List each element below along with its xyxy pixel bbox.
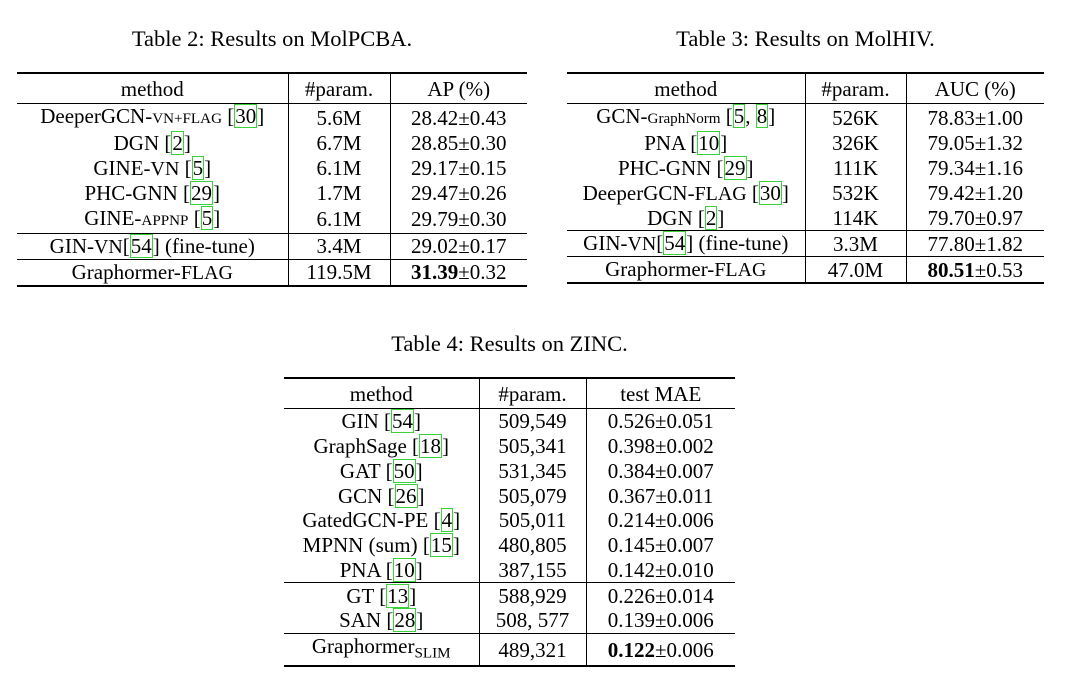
method-note: (fine-tune) [693,231,789,256]
param-cell: 5.6M [288,104,390,132]
param-cell: 3.3M [805,231,906,257]
score-std: ±1.20 [974,181,1024,205]
score-std: ±0.26 [458,181,507,206]
column-header-score: AUC (%) [906,73,1044,104]
method-name: GAT [339,458,381,483]
citation[interactable]: [54] [384,409,422,434]
method-cell [567,156,805,181]
table-row [284,533,735,558]
method-name: GINE- [93,155,151,180]
citation-link[interactable]: 29 [191,181,213,206]
score-std: ±0.53 [974,257,1024,282]
param-cell: 326K [805,131,906,156]
method-cell [284,409,479,434]
citation[interactable]: [5, 8] [725,104,776,128]
results-table [284,377,735,667]
score-value: 29.02 [410,234,459,258]
best-score-value: 0.122 [607,637,655,662]
score-cell [586,483,735,508]
method-cell [567,206,805,231]
table-row [17,156,527,181]
score-value: 79.70 [927,205,975,230]
score-cell [586,459,735,484]
score-std: ±1.32 [974,131,1024,156]
param-cell: 505,341 [479,434,586,459]
table-molhiv [567,22,1044,284]
citation-link[interactable]: 18 [420,434,442,459]
table-row [17,104,527,132]
score-cell [586,633,735,666]
param-cell: 119.5M [288,259,390,286]
table-row [17,233,527,259]
citation[interactable]: [5] [184,155,212,180]
score-value: 77.80 [927,231,975,256]
table-zinc [284,327,735,667]
method-cell [284,608,479,633]
score-std: ±0.006 [654,637,714,662]
score-std: ±0.051 [654,409,714,434]
citation-link[interactable]: 29 [724,156,746,181]
citation-link[interactable]: 2 [172,131,183,156]
param-cell: 531,345 [479,459,586,484]
score-value: 0.139 [607,608,655,633]
score-cell [390,156,527,181]
citation[interactable]: [13] [379,583,417,608]
citation[interactable]: [29] [183,181,221,206]
score-cell [586,533,735,558]
param-cell: 509,549 [479,409,586,434]
citation-link[interactable]: 8 [756,104,768,128]
method-variant: FLAG [714,259,767,282]
citation-link[interactable]: 5 [192,155,204,180]
best-score-value: 80.51 [927,257,975,282]
param-cell: 111K [805,156,906,181]
column-header-param: #param. [479,378,586,409]
citation[interactable]: [30] [227,104,265,128]
method-cell [17,181,288,206]
method-variant: FLAG [694,182,747,205]
method-cell [284,583,479,608]
method-cell [284,508,479,533]
method-name: PNA [339,557,381,582]
score-cell [390,259,527,286]
column-header-score: test MAE [586,378,735,409]
param-cell: 588,929 [479,583,586,608]
citation-link[interactable]: 15 [430,533,452,558]
method-note: (fine-tune) [159,233,255,258]
header-row [567,73,1044,104]
citation[interactable]: [4] [433,508,461,533]
score-cell [586,434,735,459]
param-cell: 508, 577 [479,608,586,633]
method-cell [284,483,479,508]
method-variant: VN [627,233,657,256]
table-caption: Table 2: Results on MolPCBA. [131,26,413,51]
score-std: ±0.30 [458,131,507,156]
score-value: 0.526 [607,409,655,434]
citation-link[interactable]: 54 [392,409,414,434]
score-cell [586,409,735,434]
column-header-method: method [284,378,479,409]
param-cell: 6.7M [288,131,390,156]
results-table [567,72,1044,284]
table-row [17,131,527,156]
method-cell [17,156,288,181]
method-variant: VN [93,235,123,258]
param-cell: 114K [805,206,906,231]
best-score-value: 31.39 [410,260,459,284]
citation-link[interactable]: 26 [395,483,417,508]
citation-link[interactable]: 54 [130,233,152,258]
method-name: PHC-GNN [617,156,712,181]
column-header-param: #param. [805,73,906,104]
citation[interactable]: [10] [690,131,728,156]
param-cell: 6.1M [288,206,390,234]
method-cell [284,459,479,484]
column-header-method: method [17,73,288,104]
table-row [567,104,1044,132]
table-row [567,206,1044,231]
param-cell: 505,079 [479,483,586,508]
citation-link[interactable]: 28 [394,608,416,633]
score-value: 29.47 [410,181,459,206]
param-cell: 489,321 [479,633,586,666]
table-row [567,131,1044,156]
score-value: 79.34 [927,156,975,181]
score-value: 29.79 [410,207,459,231]
method-cell [284,434,479,459]
score-cell [906,104,1044,132]
score-value: 79.42 [927,181,975,205]
table-row [284,483,735,508]
method-name: GraphSage [313,434,407,459]
param-cell: 6.1M [288,156,390,181]
citation-link[interactable]: 54 [664,231,686,256]
method-name: GCN- [596,104,648,128]
citation-link[interactable]: 10 [393,557,415,582]
score-std: ±0.30 [458,207,507,231]
score-cell [390,104,527,132]
param-cell: 3.4M [288,233,390,259]
score-std: ±0.014 [654,583,714,608]
score-std: ±1.82 [974,231,1024,256]
score-cell [390,206,527,234]
method-variant: APPNP [141,212,189,229]
score-cell [906,257,1044,284]
method-variant: VN+FLAG [152,111,222,127]
citation-link[interactable]: 30 [759,180,781,205]
param-cell: 526K [805,104,906,132]
score-value: 0.145 [607,533,655,558]
method-cell [17,259,288,286]
citation[interactable]: [10] [385,557,423,582]
table-row [284,558,735,583]
param-cell: 1.7M [288,181,390,206]
score-cell [906,231,1044,257]
method-cell [284,558,479,583]
citation-link[interactable]: 5 [201,205,213,230]
method-name: GIN- [49,233,94,258]
score-std: ±1.00 [974,105,1024,130]
table-row [284,409,735,434]
table-molpcba [17,22,527,287]
citation[interactable]: [5] [193,205,221,230]
method-subscript: SLIM [414,645,451,662]
score-value: 29.17 [410,156,459,181]
method-cell [284,633,479,666]
method-name: Graphormer- [605,257,715,282]
table-row [284,434,735,459]
citation-link[interactable]: 30 [235,104,257,128]
score-std: ±0.43 [458,105,507,130]
citation-link[interactable]: 50 [393,458,415,483]
table-row [567,257,1044,284]
citation-link[interactable]: 5 [733,104,745,128]
table-row [284,633,735,666]
method-name: PNA [644,131,686,156]
param-cell: 532K [805,181,906,206]
score-value: 0.398 [607,434,655,459]
table-caption: Table 4: Results on ZINC. [391,331,628,356]
column-header-method: method [567,73,805,104]
citation[interactable]: [30] [751,180,789,205]
param-cell: 505,011 [479,508,586,533]
table-row [17,259,527,286]
score-value: 28.85 [410,131,459,156]
score-std: ±0.17 [458,234,507,258]
score-cell [906,131,1044,156]
param-cell: 387,155 [479,558,586,583]
method-name: GINE- [84,205,142,230]
method-variant: GraphNorm [647,111,721,127]
score-std: ±0.007 [654,458,714,483]
method-variant: FLAG [180,261,233,284]
method-name: SAN [339,608,382,633]
score-cell [390,131,527,156]
method-name: DeeperGCN- [582,180,695,205]
method-name: GT [346,583,374,608]
method-cell [567,231,805,257]
method-name: MPNN (sum) [302,533,418,558]
score-std: ±0.006 [654,608,714,633]
citation[interactable]: [15] [422,533,460,558]
citation[interactable]: [54] [656,231,694,256]
score-std: ±0.011 [655,483,714,508]
table-row [567,231,1044,257]
citation[interactable]: [54] [122,233,160,258]
score-value: 0.384 [607,458,655,483]
table-row [567,156,1044,181]
method-name: GIN- [583,231,628,256]
citation-link[interactable]: 10 [698,131,720,156]
table-row [284,583,735,608]
score-value: 0.367 [608,483,656,508]
score-cell [906,181,1044,206]
citation[interactable]: [18] [412,434,450,459]
score-value: 0.214 [607,508,655,533]
citation-link[interactable]: 13 [387,583,409,608]
score-value: 0.142 [607,557,655,582]
score-std: ±0.32 [458,260,507,284]
citation[interactable]: [26] [387,483,425,508]
score-std: ±0.007 [654,533,714,558]
score-std: ±0.97 [974,205,1024,230]
score-value: 78.83 [927,105,975,130]
column-header-score: AP (%) [390,73,527,104]
table-row [567,181,1044,206]
citation[interactable]: [50] [385,458,423,483]
citation-link[interactable]: 2 [705,205,717,230]
table-row [17,206,527,234]
method-name: DGN [647,205,693,230]
score-std: ±0.002 [654,434,714,459]
score-std: ±1.16 [974,156,1024,181]
table-row [284,608,735,633]
score-std: ±0.15 [458,156,507,181]
param-cell: 480,805 [479,533,586,558]
method-name: PHC-GNN [84,181,178,206]
table-caption: Table 3: Results on MolHIV. [676,26,935,51]
score-value: 28.42 [410,105,459,130]
method-cell [567,104,805,132]
method-cell [17,206,288,234]
table-row [284,459,735,484]
method-name: DGN [113,131,160,156]
method-cell [567,181,805,206]
method-cell [17,131,288,156]
table-row [284,508,735,533]
method-cell [567,257,805,284]
method-name: GIN [341,409,379,434]
results-table [17,72,527,287]
column-header-param: #param. [288,73,390,104]
citation[interactable]: [29] [716,156,754,181]
score-cell [390,233,527,259]
score-value: 0.226 [607,583,655,608]
method-cell [284,533,479,558]
citation-link[interactable]: 4 [441,508,453,533]
method-cell [567,131,805,156]
score-cell [906,156,1044,181]
method-name: GCN [337,483,383,508]
method-name: Graphormer [311,633,415,658]
score-std: ±0.006 [654,508,714,533]
header-row [284,378,735,409]
score-value: 79.05 [927,131,975,156]
method-cell [17,104,288,132]
citation[interactable]: [2] [164,131,191,156]
param-cell: 47.0M [805,257,906,284]
method-name: Graphormer- [71,259,181,284]
score-cell [586,558,735,583]
score-cell [586,608,735,633]
header-row [17,73,527,104]
score-cell [906,206,1044,231]
score-cell [586,583,735,608]
score-cell [586,508,735,533]
method-name: GatedGCN-PE [302,508,429,533]
method-cell [17,233,288,259]
score-std: ±0.010 [654,557,714,582]
method-name: DeeperGCN- [40,104,153,128]
score-cell [390,181,527,206]
citation[interactable]: [2] [697,205,725,230]
citation[interactable]: [28] [386,608,424,633]
method-variant: VN [150,157,180,180]
table-row [17,181,527,206]
